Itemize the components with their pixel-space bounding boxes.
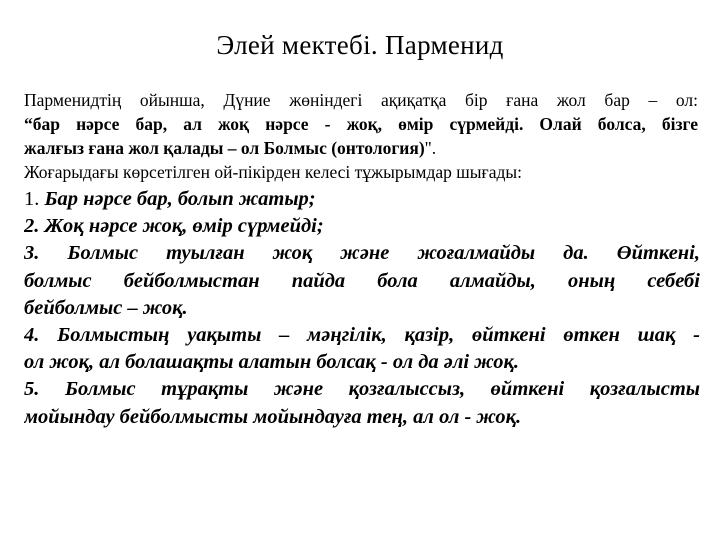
intro-line: Парменидтің ойынша, Дүние жөніндегі ақиқатқа бір ғана жол бар – ол:	[24, 90, 698, 110]
thesis-number-1: 1.	[24, 188, 40, 210]
quote-line-end	[24, 136, 698, 160]
thesis-item-1	[24, 186, 700, 213]
thesis-item-5-line: 5. Болмыс тұрақты және қозғалыссыз, өйткені қозғалысты	[24, 378, 700, 401]
conclusion-intro-line: Жоғарыдағы көрсетілген ой-пікірден келесі тұжырымдар шығады:	[24, 162, 522, 182]
thesis-list	[24, 186, 700, 431]
thesis-item-4-line: ол жоқ, ал болашақты алатын болсақ - ол да әлі жоқ.	[24, 351, 520, 374]
thesis-item-3-line: болмыс бейболмыстан пайда бола алмайды, оның себебі	[24, 269, 700, 292]
thesis-item-5-line: мойындау бейболмысты мойындауға тең, ал ол - жоқ.	[24, 405, 522, 428]
intro-paragraph	[24, 88, 698, 184]
thesis-item-2: 2. Жоқ нәрсе жоқ, өмір сүрмейді;	[24, 215, 324, 238]
thesis-item-4-line: 4. Болмыстың уақыты – мәңгілік, қазір, өйткені өткен шақ -	[24, 324, 700, 347]
thesis-item-3-line: бейболмыс – жоқ.	[24, 296, 188, 319]
thesis-text-1: Бар нәрсе бар, болып жатыр;	[39, 188, 316, 210]
quote-bold-text: жалғыз ғана жол қалады – ол Болмыс (онтология)	[24, 138, 425, 158]
thesis-item-3-line: 3. Болмыс туылған жоқ және жоғалмайды да. Өйткені,	[24, 242, 700, 265]
quote-line: “бар нәрсе бар, ал жоқ нәрсе - жоқ, өмір сүрмейді. Олай болса, бізге	[24, 114, 698, 134]
quote-closing-mark: ".	[424, 138, 437, 158]
slide-title: Элей мектебі. Парменид	[216, 30, 504, 60]
